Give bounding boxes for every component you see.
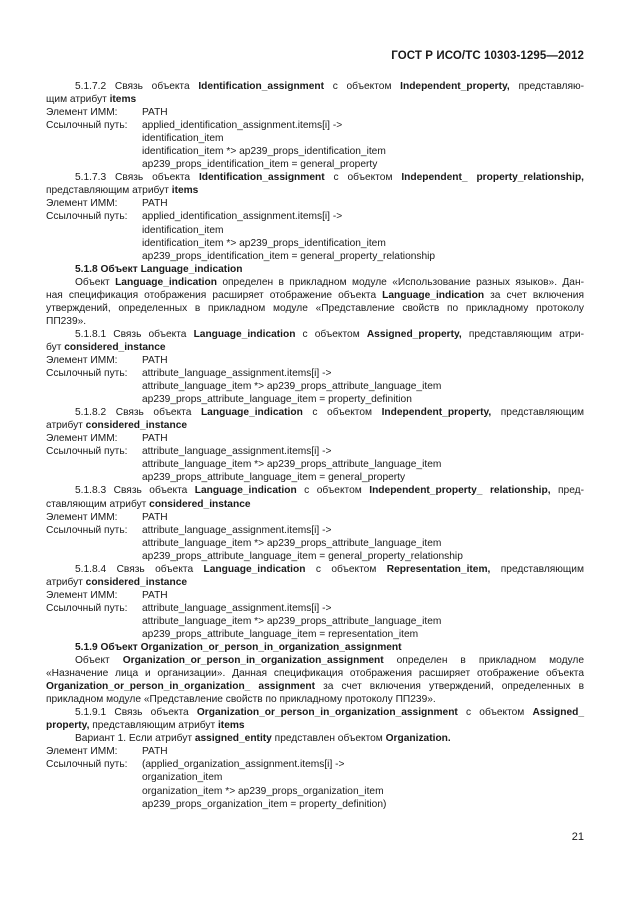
reference-path-row: Ссылочный путь: (applied_organization_assignment.items[i] -> xyxy=(46,759,345,771)
paragraph-line: «Назначение лица и организации». Данная спецификация отображения расширяет отображение объекта xyxy=(46,668,584,680)
reference-path-line: attribute_language_item *> ap239_props_attribute_language_item xyxy=(142,459,442,471)
aim-element-row: Элемент ИММ: PATH xyxy=(46,589,168,601)
page-number: 21 xyxy=(571,831,584,843)
clause-5-1-7-2: 5.1.7.2 Связь объекта Identification_assignment с объектом Independent_property, представляю- xyxy=(75,81,584,92)
paragraph-line: утверждений, определенных в прикладном модуле «Представление свойств по прикладному протоколу xyxy=(46,302,584,314)
reference-path-row: Ссылочный путь: attribute_language_assignment.items[i] -> xyxy=(46,368,332,380)
reference-path-line: ap239_props_attribute_language_item = general_property_relationship xyxy=(142,550,463,562)
section-heading-5-1-9: 5.1.9 Объект Organization_or_person_in_organization_assignment xyxy=(75,642,402,654)
reference-path-line: identification_item xyxy=(142,224,224,236)
aim-element-row: Элемент ИММ: PATH xyxy=(46,511,168,523)
text-line: ставляющим атрибут considered_instance xyxy=(46,498,251,510)
reference-path-row: Ссылочный путь: attribute_language_assignment.items[i] -> xyxy=(46,602,332,614)
reference-path-line: ap239_props_identification_item = general_property xyxy=(142,159,378,171)
reference-path-line: attribute_language_item *> ap239_props_attribute_language_item xyxy=(142,615,442,627)
reference-path-line: organization_item *> ap239_props_organization_item xyxy=(142,785,384,797)
text-line: представляющим атрибут items xyxy=(46,185,199,197)
reference-path-line: attribute_language_item *> ap239_props_attribute_language_item xyxy=(142,381,442,393)
reference-path-line: organization_item xyxy=(142,772,223,784)
paragraph-line: ная спецификация отображения расширяет отображение объекта Language_indication за счет включения xyxy=(46,289,584,301)
reference-path-line: ap239_props_attribute_language_item = general_property xyxy=(142,472,406,484)
variant-line: Вариант 1. Если атрибут assigned_entity представлен объектом Organization. xyxy=(75,733,451,745)
reference-path-row: Ссылочный путь: attribute_language_assignment.items[i] -> xyxy=(46,524,332,536)
aim-element-row: Элемент ИММ: PATH xyxy=(46,198,168,210)
text-line: атрибут considered_instance xyxy=(46,420,188,432)
document-body xyxy=(46,80,584,811)
reference-path-line: ap239_props_attribute_language_item = representation_item xyxy=(142,628,419,640)
clause-5-1-8-4: 5.1.8.4 Связь объекта Language_indication с объектом Representation_item, представляющим xyxy=(75,563,585,575)
clause-5-1-8-3: 5.1.8.3 Связь объекта Language_indication с объектом Independent_property_ relationship, пред- xyxy=(75,485,584,497)
clause-5-1-8-2: 5.1.8.2 Связь объекта Language_indication с объектом Independent_property, представляющим xyxy=(75,407,585,419)
paragraph-line: ПП239». xyxy=(46,315,87,327)
section-heading-5-1-8: 5.1.8 Объект Language_indication xyxy=(75,263,243,275)
reference-path-line: identification_item *> ap239_props_identification_item xyxy=(142,146,386,158)
paragraph-line: Organization_or_person_in_organization_ assignment за счет включения утверждений, определенных в xyxy=(46,681,585,693)
aim-element-row: Элемент ИММ: PATH xyxy=(46,107,168,119)
document-header: ГОСТ Р ИСО/ТС 10303-1295—2012 xyxy=(391,50,584,62)
reference-path-line: attribute_language_item *> ap239_props_attribute_language_item xyxy=(142,537,442,549)
paragraph-line: Объект Organization_or_person_in_organization_assignment определен в прикладном модуле xyxy=(75,655,584,667)
reference-path-line: ap239_props_attribute_language_item = property_definition xyxy=(142,394,412,406)
text-line: атрибут considered_instance xyxy=(46,576,188,588)
reference-path-row: Ссылочный путь: applied_identification_assignment.items[i] -> xyxy=(46,120,343,132)
reference-path-row: Ссылочный путь: attribute_language_assignment.items[i] -> xyxy=(46,446,332,458)
text-line: щим атрибут items xyxy=(46,94,137,106)
text-line: property, представляющим атрибут items xyxy=(46,720,245,732)
reference-path-row: Ссылочный путь: applied_identification_assignment.items[i] -> xyxy=(46,211,343,223)
reference-path-line: ap239_props_organization_item = property_definition) xyxy=(142,798,387,810)
clause-5-1-9-1: 5.1.9.1 Связь объекта Organization_or_person_in_organization_assignment с объектом Assigned_ xyxy=(75,707,585,719)
paragraph-line: прикладном модуле «Представление свойств по прикладному протоколу ПП239». xyxy=(46,694,436,706)
reference-path-line: identification_item xyxy=(142,133,224,145)
aim-element-row: Элемент ИММ: PATH xyxy=(46,354,168,366)
clause-5-1-8-1: 5.1.8.1 Связь объекта Language_indication с объектом Assigned_property, представляющим атри- xyxy=(75,328,585,340)
paragraph-line: Объект Language_indication определен в прикладном модуле «Использование разных языков». Дан- xyxy=(75,276,584,288)
reference-path-line: ap239_props_identification_item = general_property_relationship xyxy=(142,250,436,262)
aim-element-row: Элемент ИММ: PATH xyxy=(46,746,168,758)
aim-element-row: Элемент ИММ: PATH xyxy=(46,433,168,445)
clause-5-1-7-3: 5.1.7.3 Связь объекта Identification_assignment с объектом Independent_ property_relationship, xyxy=(75,172,585,184)
text-line: бут considered_instance xyxy=(46,341,166,353)
reference-path-line: identification_item *> ap239_props_identification_item xyxy=(142,237,386,249)
